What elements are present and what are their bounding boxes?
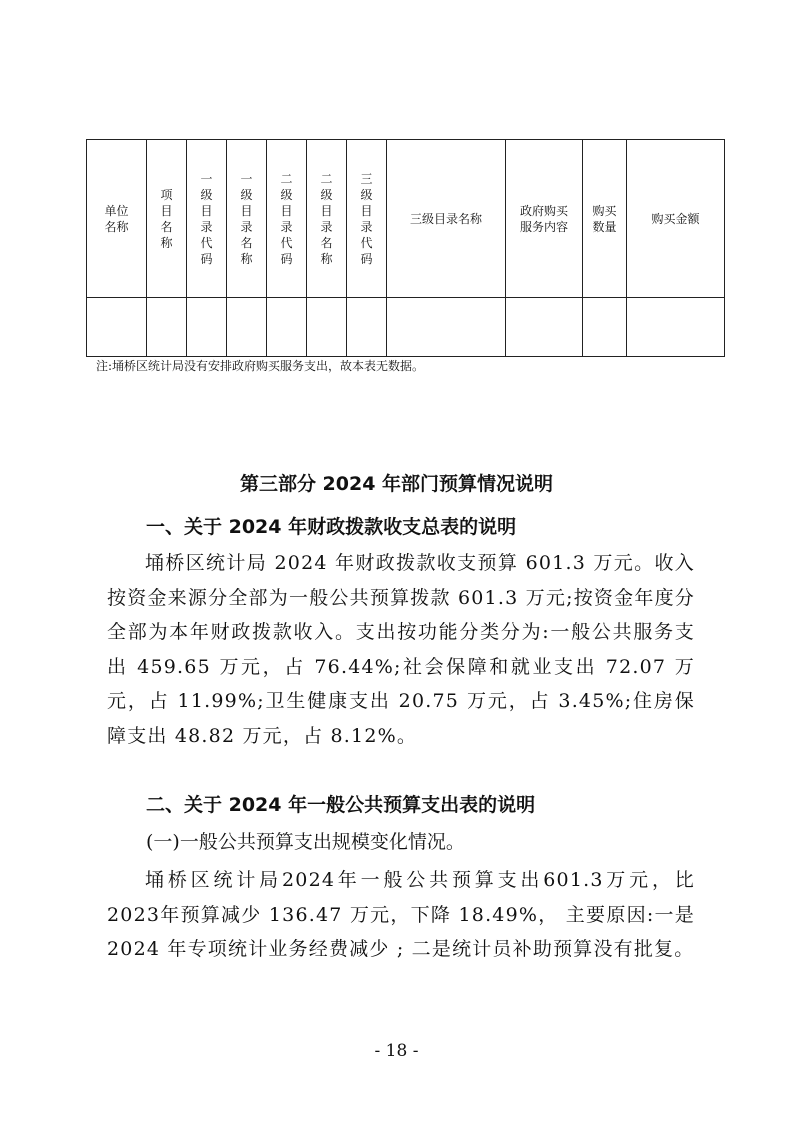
table-header-row	[87, 140, 725, 298]
table-note: 注:埇桥区统计局没有安排政府购买服务支出，故本表无数据。	[96, 359, 425, 373]
header-level1-name: 一级目录名称	[227, 140, 267, 298]
header-project-name: 项目名称	[147, 140, 187, 298]
header-level1-code: 一级目录代码	[187, 140, 227, 298]
heading-1: 一、关于 2024 年财政拨款收支总表的说明	[146, 516, 517, 538]
subheading-1: (一)一般公共预算支出规模变化情况。	[146, 831, 465, 853]
header-amount: 购买金额	[627, 140, 725, 298]
page-number: - 18 -	[374, 1041, 419, 1061]
section-title: 第三部分 2024 年部门预算情况说明	[239, 473, 554, 495]
table-row	[87, 298, 725, 357]
header-level3-code: 三级目录代码	[347, 140, 387, 298]
procurement-table	[86, 139, 725, 357]
header-level2-code: 二级目录代码	[267, 140, 307, 298]
header-level3-name: 三级目录名称	[387, 140, 506, 298]
heading-2: 二、关于 2024 年一般公共预算支出表的说明	[146, 794, 536, 816]
header-level2-name: 二级目录名称	[307, 140, 347, 298]
header-unit-name: 单位名称	[87, 140, 147, 298]
header-quantity: 购买数量	[583, 140, 627, 298]
header-service-content: 政府购买服务内容	[506, 140, 583, 298]
paragraph-1: 埇桥区统计局 2024 年财政拨款收支预算 601.3 万元。收入按资金来源分全部为一般公共预算拨款 601.3 万元;按资金年度分全部为本年财政拨款收入。支出按功能分类分为:一般公共服务支出 459.65 万元，占 76.44%;社会保障和就业支出 72.07 万元，占 11.99%;卫生健康支出 20.75 万元，占 3.45%;住房保障支出 48.82 万元，占 8.12%。	[107, 552, 695, 747]
paragraph-2: 埇桥区统计局2024年一般公共预算支出601.3万元，比2023年预算减少 136.47 万元，下降 18.49%， 主要原因:一是 2024 年专项统计业务经费减少 ; 二是统计员补助预算没有批复。	[107, 869, 695, 960]
